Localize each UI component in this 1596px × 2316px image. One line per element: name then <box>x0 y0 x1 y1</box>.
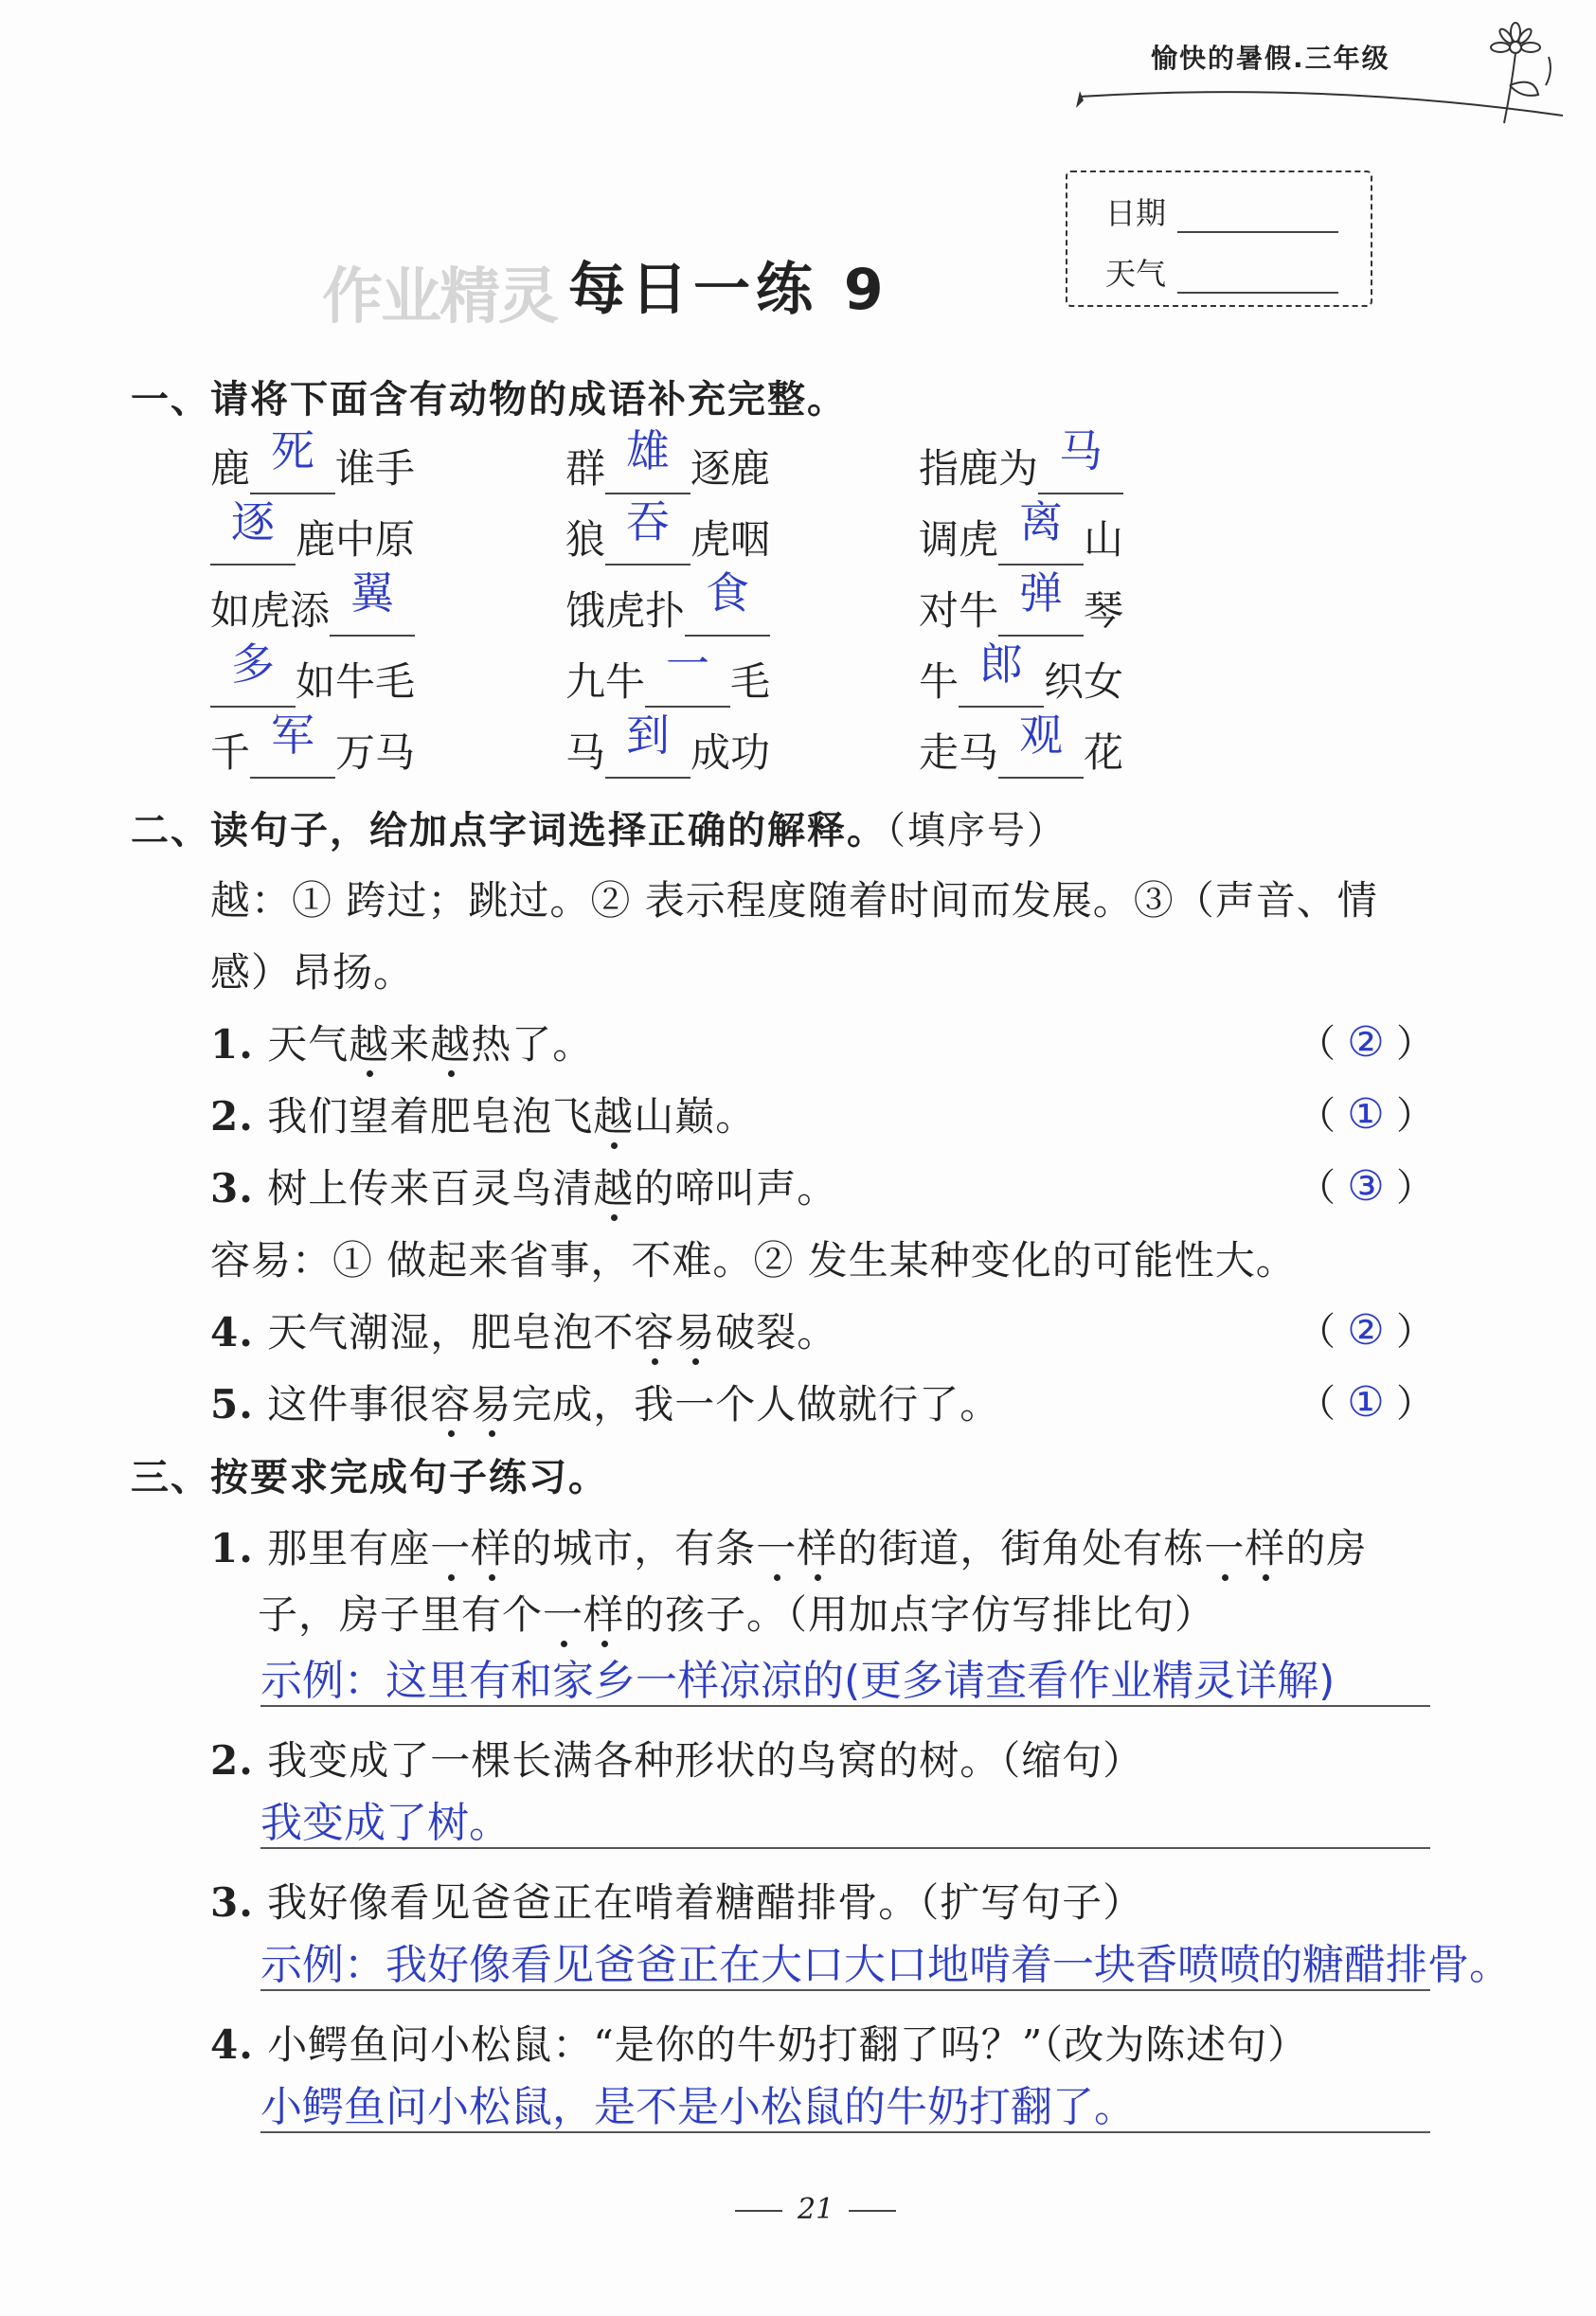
idiom-item <box>565 638 771 708</box>
idiom-item <box>210 567 415 637</box>
idiom-blank[interactable] <box>998 709 1084 779</box>
exercise-3-answer[interactable]: 示例：我好像看见爸爸正在大口大口地啃着一块香喷喷的糖醋排骨。 <box>260 1941 1511 1989</box>
idiom-item <box>919 638 1124 708</box>
idiom-answer: 逐 <box>231 496 275 548</box>
section2-heading <box>131 800 1067 854</box>
exercise-4: 4. 小鳄鱼问小松鼠：“是你的牛奶打翻了吗？”（改为陈述句） <box>210 2021 1309 2068</box>
question-text: 天气潮湿，肥皂泡不容易破裂。 <box>267 1309 838 1355</box>
exercise-2-answer[interactable]: 我变成了树。 <box>260 1799 511 1847</box>
idiom-suffix: 如牛毛 <box>296 658 416 705</box>
idiom-prefix: 牛 <box>919 658 959 705</box>
idiom-prefix: 九牛 <box>565 658 646 705</box>
idiom-suffix: 万马 <box>335 729 416 776</box>
idiom-answer: 观 <box>1019 709 1064 761</box>
idiom-suffix: 毛 <box>730 658 771 705</box>
answer-value: ② <box>1347 1018 1385 1067</box>
idiom-item <box>565 496 771 566</box>
exercise-3: 3. 我好像看见爸爸正在啃着糖醋排骨。（扩写句子） <box>210 1879 1144 1926</box>
idiom-blank[interactable] <box>685 567 770 637</box>
page-number: 21 <box>720 2193 911 2226</box>
idiom-suffix: 花 <box>1084 729 1124 776</box>
idiom-prefix: 对牛 <box>919 587 999 634</box>
answer-paren-4[interactable]: （ ② ） <box>1298 1306 1434 1355</box>
idiom-answer: 雄 <box>626 425 671 476</box>
idiom-blank[interactable] <box>959 638 1044 708</box>
answer-line-3 <box>260 1989 1430 1991</box>
idiom-item <box>210 638 416 708</box>
idiom-answer: 弹 <box>1019 567 1064 619</box>
idiom-prefix: 如虎添 <box>210 587 331 634</box>
answer-paren-1[interactable]: （ ② ） <box>1298 1018 1434 1067</box>
date-row <box>1105 189 1338 233</box>
idiom-blank[interactable] <box>250 425 335 494</box>
idiom-answer: 吞 <box>626 496 671 548</box>
idiom-blank[interactable] <box>605 496 690 566</box>
idiom-prefix: 饿虎扑 <box>565 587 686 634</box>
weather-blank[interactable] <box>1177 263 1338 294</box>
idiom-suffix: 山 <box>1084 516 1124 563</box>
idiom-answer: 军 <box>271 709 315 761</box>
question-5 <box>210 1373 1000 1430</box>
idiom-item <box>919 567 1124 637</box>
answer-paren-5[interactable]: （ ① ） <box>1298 1378 1434 1427</box>
section2-heading-note: （填序号） <box>887 809 1067 853</box>
question-number: 2. <box>210 1093 254 1140</box>
idiom-blank[interactable] <box>605 425 690 494</box>
section1-heading: 一、请将下面含有动物的成语补充完整。 <box>131 378 847 422</box>
idiom-suffix: 鹿中原 <box>296 516 416 563</box>
idiom-suffix: 逐鹿 <box>690 445 771 492</box>
idiom-item <box>210 425 416 494</box>
idiom-item <box>210 709 416 779</box>
date-weather-box <box>1066 171 1372 307</box>
idiom-suffix: 成功 <box>690 729 771 776</box>
watermark-logo: 作业精灵 <box>322 262 557 332</box>
idiom-answer: 一 <box>666 638 710 690</box>
idiom-suffix: 织女 <box>1044 658 1124 705</box>
answer-paren-2[interactable]: （ ① ） <box>1298 1090 1434 1139</box>
idiom-blank[interactable] <box>998 567 1084 637</box>
idiom-item <box>210 496 416 566</box>
idiom-suffix: 谁手 <box>335 445 416 492</box>
answer-paren-3[interactable]: （ ③ ） <box>1298 1162 1434 1211</box>
idiom-blank[interactable] <box>1038 425 1123 494</box>
exercise-1-answer[interactable]: 示例：这里有和家乡一样凉凉的(更多请查看作业精灵详解) <box>260 1657 1336 1705</box>
idiom-prefix: 狼 <box>565 516 606 563</box>
date-blank[interactable] <box>1177 203 1338 233</box>
idiom-answer: 多 <box>231 638 275 690</box>
idiom-answer: 郎 <box>979 638 1024 690</box>
idiom-blank[interactable] <box>250 709 335 779</box>
idiom-blank[interactable] <box>645 638 730 708</box>
section3-heading: 三、按要求完成句子练习。 <box>131 1456 608 1499</box>
idiom-prefix: 鹿 <box>210 445 251 492</box>
idiom-item <box>565 567 770 637</box>
idiom-item <box>919 425 1123 494</box>
idiom-blank[interactable] <box>330 567 415 637</box>
idiom-item <box>565 425 771 494</box>
date-label: 日期 <box>1105 195 1167 231</box>
idiom-answer: 死 <box>271 425 315 476</box>
exercise-1-line1: 1. 那里有座一样的城市，有条一样的街道，街角处有栋一样的房 <box>210 1525 1368 1571</box>
idiom-suffix: 琴 <box>1084 587 1124 634</box>
idiom-prefix: 走马 <box>919 729 999 776</box>
question-text: 天气越来越热了。 <box>267 1021 594 1068</box>
exercise-4-answer[interactable]: 小鳄鱼问小松鼠，是不是小松鼠的牛奶打翻了。 <box>260 2083 1136 2131</box>
idiom-answer: 食 <box>706 567 750 619</box>
idiom-blank[interactable] <box>998 496 1084 566</box>
idiom-item <box>919 709 1124 779</box>
idiom-prefix: 指鹿为 <box>919 445 1039 492</box>
exercise-text: 那里有座一样的城市，有条一样的街道，街角处有栋一样的房 <box>267 1525 1368 1571</box>
question-number: 5. <box>210 1381 254 1427</box>
idiom-suffix: 虎咽 <box>690 516 771 563</box>
book-title: 愉快的暑假.三年级 <box>1151 43 1390 74</box>
exercise-1-line2: 子，房子里有个一样的孩子。（用加点字仿写排比句） <box>258 1591 1216 1638</box>
question-number: 1. <box>210 1021 254 1068</box>
idiom-blank[interactable] <box>605 709 690 779</box>
question-4 <box>210 1302 837 1358</box>
answer-line-4 <box>260 2131 1430 2133</box>
definition-rongyi: 容易：① 做起来省事，不难。② 发生某种变化的可能性大。 <box>210 1237 1297 1284</box>
weather-label: 天气 <box>1105 256 1167 292</box>
question-text: 树上传来百灵鸟清越的啼叫声。 <box>267 1165 838 1212</box>
flower-icon <box>1459 19 1572 133</box>
question-3 <box>210 1158 837 1214</box>
question-text: 我们望着肥皂泡飞越山巅。 <box>267 1093 757 1140</box>
idiom-answer: 离 <box>1019 496 1064 548</box>
definition-yue-line2: 感）昂扬。 <box>210 949 415 996</box>
answer-value: ② <box>1347 1306 1385 1355</box>
idiom-answer: 到 <box>626 709 671 761</box>
idiom-prefix: 群 <box>565 445 606 492</box>
answer-value: ① <box>1347 1378 1385 1427</box>
definition-yue-line1: 越：① 跨过；跳过。② 表示程度随着时间而发展。③（声音、情 <box>210 877 1378 924</box>
exercise-2: 2. 我变成了一棵长满各种形状的鸟窝的树。（缩句） <box>210 1737 1144 1784</box>
question-number: 4. <box>210 1309 254 1355</box>
idiom-blank[interactable] <box>210 638 296 708</box>
answer-value: ① <box>1347 1090 1385 1139</box>
answer-line-1 <box>260 1705 1430 1707</box>
idiom-answer: 翼 <box>350 567 395 619</box>
weather-row <box>1105 250 1338 294</box>
answer-line-2 <box>260 1847 1430 1849</box>
question-number: 3. <box>210 1165 254 1212</box>
page-title: 每日一练 9 <box>568 257 889 323</box>
section2-heading-text: 二、读句子，给加点字词选择正确的解释。 <box>131 809 887 853</box>
idiom-item <box>919 496 1124 566</box>
idiom-prefix: 千 <box>210 729 251 776</box>
idiom-prefix: 调虎 <box>919 516 999 563</box>
idiom-prefix: 马 <box>565 729 606 776</box>
idiom-item <box>565 709 771 779</box>
idiom-blank[interactable] <box>210 496 296 566</box>
idiom-answer: 马 <box>1059 425 1103 476</box>
question-1 <box>210 1014 593 1070</box>
question-2 <box>210 1086 756 1142</box>
answer-value: ③ <box>1347 1162 1385 1211</box>
question-text: 这件事很容易完成，我一个人做就行了。 <box>267 1381 1001 1427</box>
